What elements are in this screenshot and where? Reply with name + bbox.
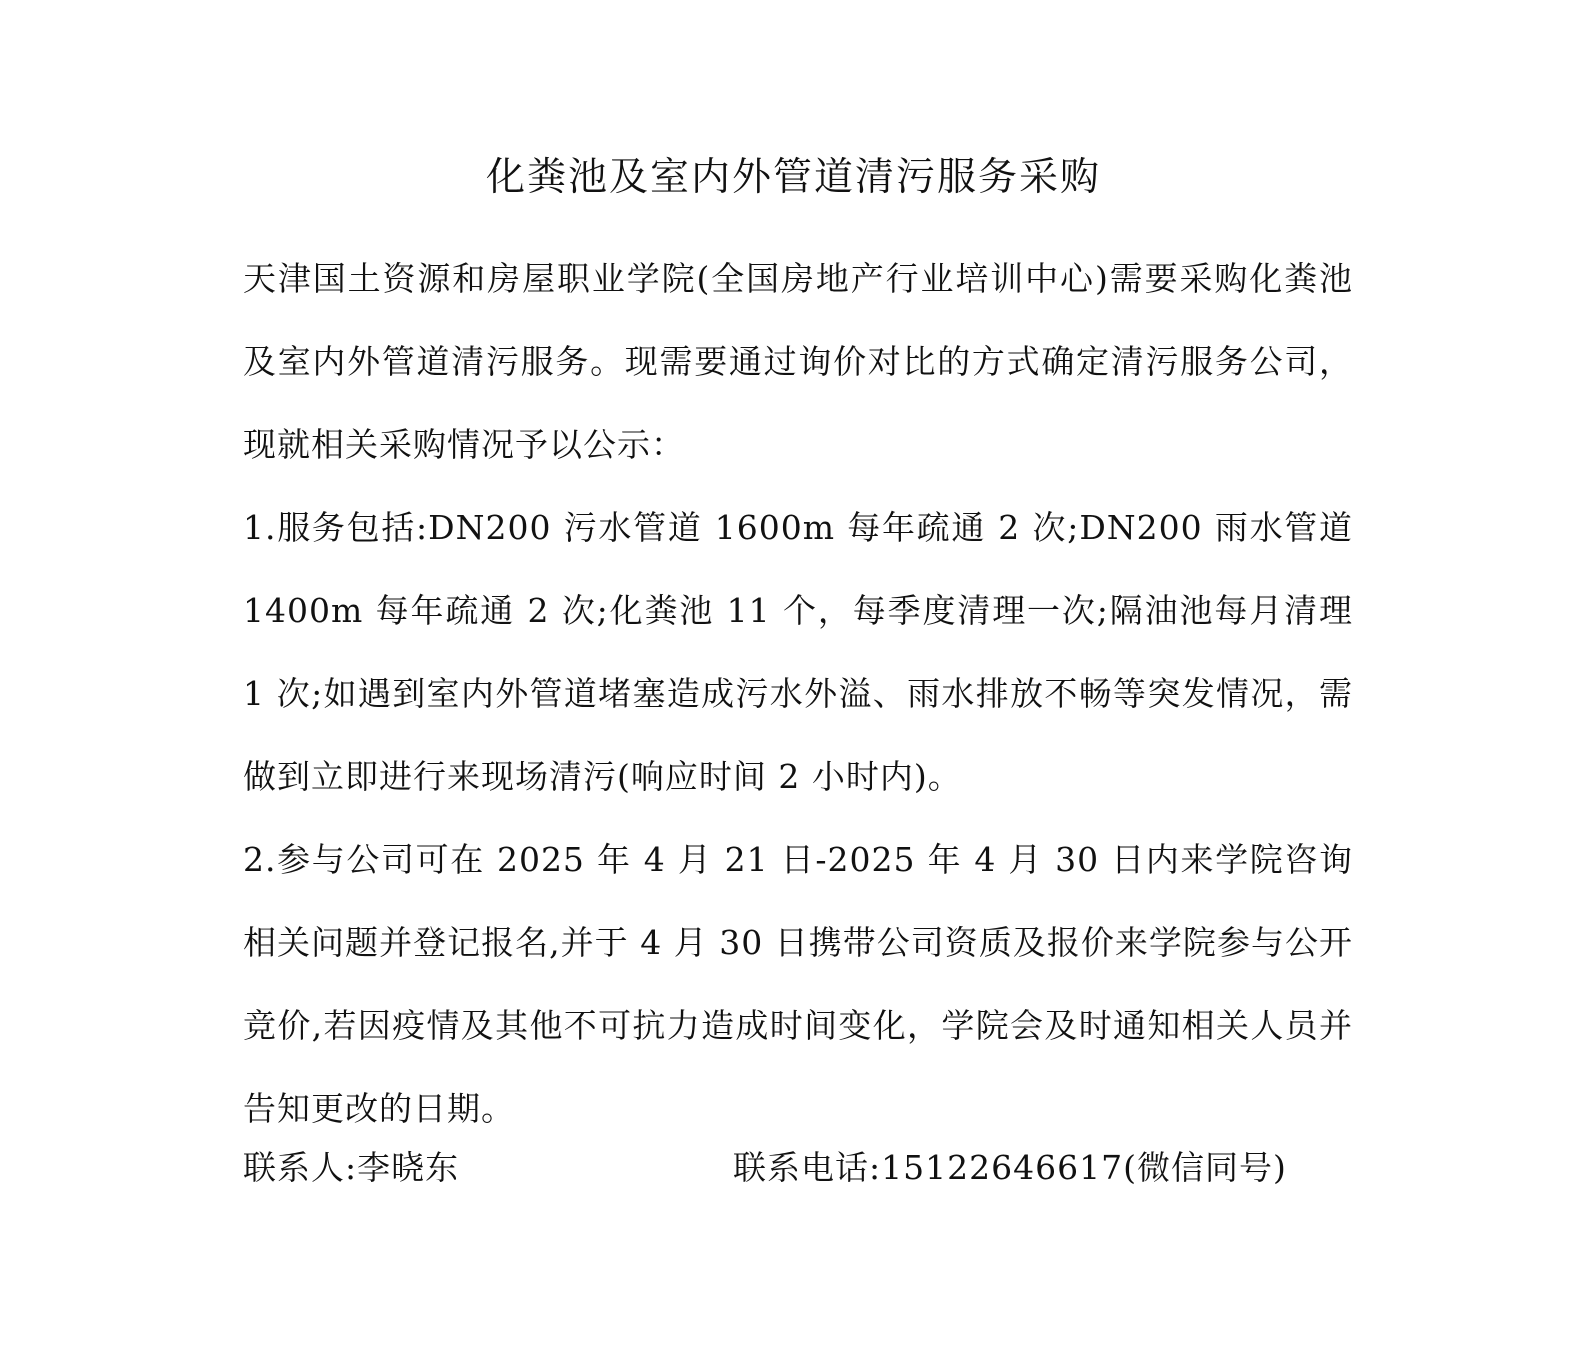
document-body xyxy=(243,237,1353,1150)
registration-paragraph: 2.参与公司可在 2025 年 4 月 21 日-2025 年 4 月 30 日内来学院咨询相关问题并登记报名,并于 4 月 30 日携带公司资质及报价来学院参与公开竞价,若因疫情及其他不可抗力造成时间变化，学院会及时通知相关人员并告知更改的日期。 xyxy=(243,840,1353,1128)
contact-row xyxy=(243,1138,1353,1198)
contact-person: 联系人:李晓东 xyxy=(243,1148,460,1187)
contact-phone: 联系电话:15122646617(微信同号) xyxy=(733,1148,1287,1187)
intro-paragraph: 天津国土资源和房屋职业学院(全国房地产行业培训中心)需要采购化粪池及室内外管道清污服务。现需要通过询价对比的方式确定清污服务公司，现就相关采购情况予以公示： xyxy=(243,259,1353,464)
service-scope-paragraph: 1.服务包括:DN200 污水管道 1600m 每年疏通 2 次;DN200 雨水管道 1400m 每年疏通 2 次;化粪池 11 个，每季度清理一次;隔油池每月清理 1 次;如遇到室内外管道堵塞造成污水外溢、雨水排放不畅等突发情况，需做到立即进行来现场清污(响应时间 2 小时内)。 xyxy=(243,508,1353,796)
document-title: 化粪池及室内外管道清污服务采购 xyxy=(485,155,1101,200)
